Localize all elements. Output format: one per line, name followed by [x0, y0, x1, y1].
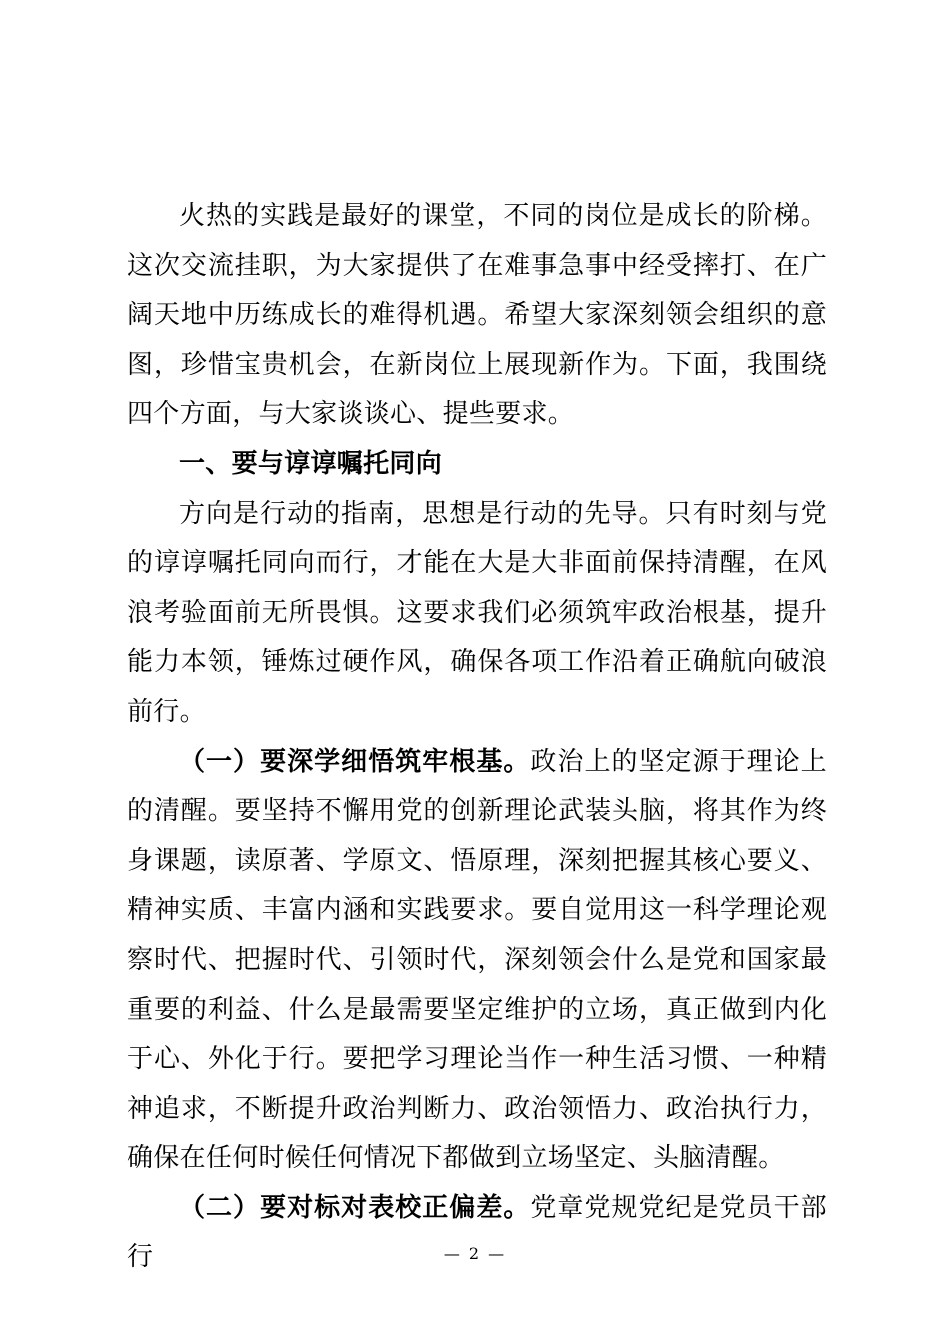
subsection-1-body: 政治上的坚定源于理论上的清醒。要坚持不懈用党的创新理论武装头脑，将其作为终身课题，读原著、学原文、悟原理，深刻把握其核心要义、精神实质、丰富内涵和实践要求。要自觉用这一科学理论观察时代、把握时代、引领时代，深刻领会什么是党和国家最重要的利益、什么是最需要坚定维护的立场，真正做到内化于心、外化于行。要把学习理论当作一种生活习惯、一种精神追求，不断提升政治判断力、政治领悟力、政治执行力，确保在任何时候任何情况下都做到立场坚定、头脑清醒。 — [127, 746, 827, 1174]
section-1-paragraph: 方向是行动的指南，思想是行动的先导。只有时刻与党的谆谆嘱托同向而行，才能在大是大非面前保持清醒，在风浪考验面前无所畏惧。这要求我们必须筑牢政治根基，提升能力本领，锤炼过硬作风，确保各项工作沿着正确航向破浪前行。 — [127, 498, 827, 727]
subsection-2-body: 党章党规党纪是党员干部行 — [127, 1192, 827, 1273]
subsection-2-paragraph — [127, 1184, 827, 1283]
subsection-2-title: （二）要对标对表校正偏差。 — [179, 1192, 531, 1223]
subsection-1-paragraph — [127, 738, 827, 1184]
document-body — [127, 192, 827, 1283]
section-heading-1: 一、要与谆谆嘱托同向 — [179, 448, 443, 479]
page-number: — 2 — — [443, 1244, 507, 1263]
intro-paragraph: 火热的实践是最好的课堂，不同的岗位是成长的阶梯。这次交流挂职，为大家提供了在难事急事中经受摔打、在广阔天地中历练成长的难得机遇。希望大家深刻领会组织的意图，珍惜宝贵机会，在新岗位上展现新作为。下面，我围绕四个方面，与大家谈谈心、提些要求。 — [127, 201, 827, 430]
subsection-1-title: （一）要深学细悟筑牢根基。 — [179, 746, 531, 777]
